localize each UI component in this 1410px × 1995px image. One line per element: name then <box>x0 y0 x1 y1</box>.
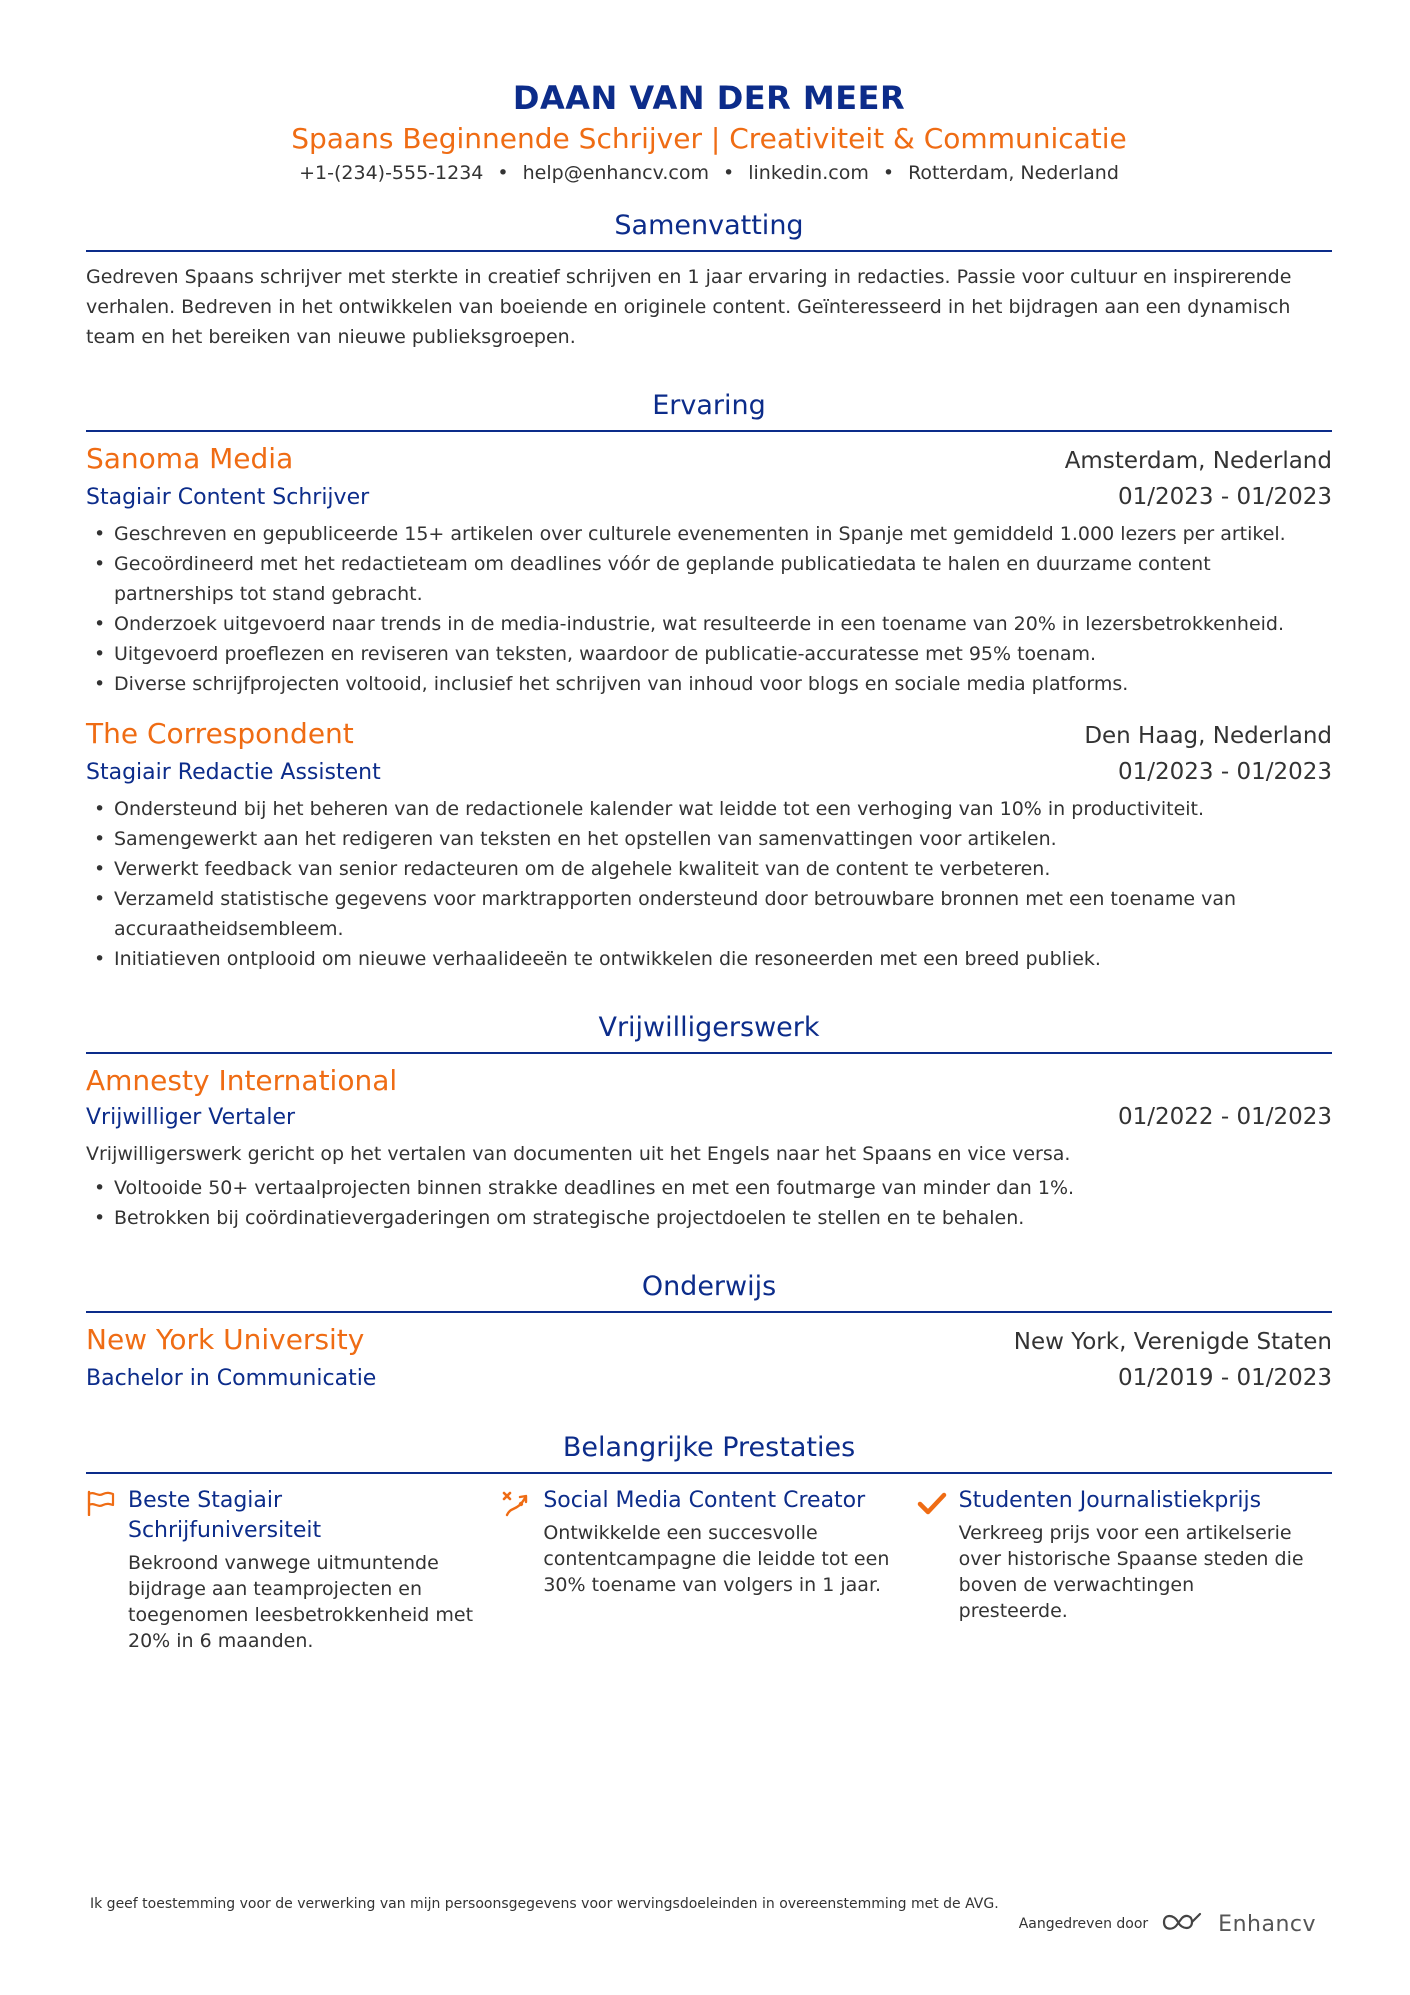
achievement-item <box>86 1486 501 1654</box>
checkmark-icon <box>917 1486 959 1654</box>
powered-by-label: Aangedreven door <box>1018 1916 1149 1932</box>
volunteer-section <box>86 1010 1332 1233</box>
section-title-summary: Samenvatting <box>86 208 1332 252</box>
summary-text: Gedreven Spaans schrijver met sterkte in creatief schrijven en 1 jaar ervaring in redacties. Passie voor cultuur en inspirerende verhalen. Bedreven in het ontwikkelen van boeiende en originele content. Geïnteresseerd in het bijdragen aan een dynamisch team en het bereiken van nieuwe publieksgroepen. <box>86 266 1292 348</box>
school-location: New York, Verenigde Staten <box>1013 1329 1332 1355</box>
job-role: Stagiair Redactie Assistent <box>86 760 381 785</box>
organization-name: Amnesty International <box>86 1064 398 1097</box>
job-dates: 01/2023 - 01/2023 <box>1117 484 1332 510</box>
bullet-item: • Ondersteund bij het beheren van de redactionele kalender wat leidde tot een verhoging van 10% in productiviteit. <box>86 794 1332 824</box>
contact-separator: • <box>497 162 509 184</box>
section-title-volunteer: Vrijwilligerswerk <box>86 1010 1332 1054</box>
gdpr-consent: Ik geef toestemming voor de verwerking van mijn persoonsgegevens voor wervingsdoeleinden in overeenstemming met de AVG. <box>90 1896 999 1912</box>
experience-entry <box>86 440 1332 699</box>
achievement-title: Beste Stagiair Schrijfuniversiteit <box>128 1488 322 1543</box>
contact-phone: +1-(234)-555-1234 <box>299 162 484 184</box>
flag-icon <box>86 1486 128 1654</box>
achievement-item <box>917 1486 1332 1654</box>
bullet-item: • Diverse schrijfprojecten voltooid, inclusief het schrijven van inhoud voor blogs en sociale media platforms. <box>86 669 1332 699</box>
bullet-item: • Initiatieven ontplooid om nieuwe verhaalideeën te ontwikkelen die resoneerden met een breed publiek. <box>86 944 1332 974</box>
achievements-section <box>86 1430 1332 1654</box>
education-section <box>86 1269 1332 1396</box>
education-dates: 01/2019 - 01/2023 <box>1117 1365 1332 1391</box>
achievement-text: Ontwikkelde een succesvolle contentcampagne die leidde tot een 30% toename van volgers in 1 jaar. <box>543 1522 890 1596</box>
job-bullets <box>86 519 1332 699</box>
experience-entry <box>86 715 1332 974</box>
contact-separator: • <box>723 162 735 184</box>
strategy-icon <box>501 1486 543 1654</box>
bullet-item: • Voltooide 50+ vertaalprojecten binnen strakke deadlines en met een foutmarge van minder dan 1%. <box>86 1173 1332 1203</box>
section-title-education: Onderwijs <box>86 1269 1332 1313</box>
bullet-item: • Onderzoek uitgevoerd naar trends in de media-industrie, wat resulteerde in een toename van 20% in lezersbetrokkenheid. <box>86 609 1332 639</box>
bullet-item: • Verwerkt feedback van senior redacteuren om de algehele kwaliteit van de content te verbeteren. <box>86 854 1332 884</box>
bullet-item: • Gecoördineerd met het redactieteam om deadlines vóór de geplande publicatiedata te halen en duurzame content partnerships tot stand gebracht. <box>86 549 1332 609</box>
bullet-item: • Verzameld statistische gegevens voor marktrapporten ondersteund door betrouwbare bronnen met een toename van accuraatheidsembleem. <box>86 884 1332 944</box>
section-title-achievements: Belangrijke Prestaties <box>86 1430 1332 1474</box>
summary-section <box>86 208 1332 352</box>
education-entry <box>86 1321 1332 1396</box>
achievement-item <box>501 1486 916 1654</box>
job-role: Stagiair Content Schrijver <box>86 485 370 510</box>
resume-header <box>86 0 1332 186</box>
candidate-name: DAAN VAN DER MEER <box>512 79 906 117</box>
resume-page <box>86 0 1332 1654</box>
bullet-item: • Samengewerkt aan het redigeren van teksten en het opstellen van samenvattingen voor artikelen. <box>86 824 1332 854</box>
contact-linkedin[interactable]: linkedin.com <box>748 162 869 184</box>
section-title-experience: Ervaring <box>86 388 1332 432</box>
achievements-grid <box>86 1486 1332 1654</box>
volunteer-description: Vrijwilligerswerk gericht op het vertalen van documenten uit het Engels naar het Spaans en vice versa. <box>86 1143 1071 1165</box>
enhancv-brand[interactable]: Enhancv <box>1218 1911 1316 1937</box>
volunteer-entry <box>86 1062 1332 1233</box>
volunteer-role: Vrijwilliger Vertaler <box>86 1105 296 1130</box>
volunteer-dates: 01/2022 - 01/2023 <box>1117 1104 1332 1130</box>
bullet-item: • Uitgevoerd proeflezen en reviseren van teksten, waardoor de publicatie-accuratesse met 95% toenam. <box>86 639 1332 669</box>
footer <box>90 1894 1330 1938</box>
bullet-item: • Geschreven en gepubliceerde 15+ artikelen over culturele evenementen in Spanje met gemiddeld 1.000 lezers per artikel. <box>86 519 1332 549</box>
school-name: New York University <box>86 1323 365 1356</box>
contact-location: Rotterdam, Nederland <box>908 162 1119 184</box>
enhancv-logo-icon <box>1160 1910 1206 1938</box>
job-dates: 01/2023 - 01/2023 <box>1117 759 1332 785</box>
contact-separator: • <box>882 162 895 184</box>
job-bullets <box>86 794 1332 974</box>
achievement-text: Verkreeg prijs voor een artikelserie over historische Spaanse steden die boven de verwachtingen presteerde. <box>958 1522 1304 1622</box>
company-name: The Correspondent <box>86 717 354 750</box>
bullet-item: • Betrokken bij coördinatievergaderingen om strategische projectdoelen te stellen en te behalen. <box>86 1203 1332 1233</box>
volunteer-bullets <box>86 1173 1332 1233</box>
achievement-title: Studenten Journalistiekprijs <box>958 1488 1262 1513</box>
job-location: Amsterdam, Nederland <box>1064 448 1332 474</box>
experience-section <box>86 388 1332 974</box>
job-location: Den Haag, Nederland <box>1084 723 1332 749</box>
achievement-text: Bekroond vanwege uitmuntende bijdrage aan teamprojecten en toegenomen leesbetrokkenheid met 20% in 6 maanden. <box>128 1552 474 1652</box>
achievement-title: Social Media Content Creator <box>543 1488 866 1513</box>
contact-email[interactable]: help@enhancv.com <box>522 162 709 184</box>
degree-name: Bachelor in Communicatie <box>86 1366 377 1391</box>
contact-line <box>86 160 1332 186</box>
company-name: Sanoma Media <box>86 442 294 475</box>
powered-by <box>1019 1910 1316 1938</box>
candidate-tagline: Spaans Beginnende Schrijver | Creativiteit & Communicatie <box>291 122 1127 155</box>
